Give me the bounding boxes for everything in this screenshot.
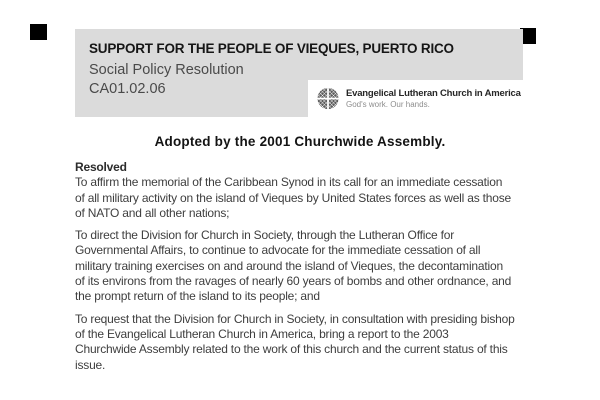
adopted-heading: Adopted by the 2001 Churchwide Assembly. (154, 134, 446, 149)
document-title: SUPPORT FOR THE PEOPLE OF VIEQUES, PUERTO RICO (89, 41, 454, 56)
document-code: CA01.02.06 (89, 81, 166, 97)
resolution-paragraph-1: To affirm the memorial of the Caribbean Synod in its call for an immediate cessation of all military activity on the island of Vieques by United States forces as well as those of NATO and all other nations; (75, 175, 512, 220)
logo-text (346, 88, 521, 110)
resolution-paragraph-2: To direct the Division for Church in Society, through the Lutheran Office for Governmental Affairs, to continue to advocate for the immediate cessation of all military training exercises on and around the island of Vieques, the decontamination of its environs from the ravages of nearly 60 years of bombs and other ordnance, and the prompt return of the island to its people; and (75, 228, 512, 304)
document-subtitle: Social Policy Resolution (89, 62, 244, 78)
resolution-body (75, 160, 555, 373)
resolution-paragraph-3: To request that the Division for Church in Society, in consultation with presiding bishop of the Evangelical Lutheran Church in America, bring a report to the 2003 Churchwide Assembly related to the work of this church and the current status of this issue. (75, 311, 515, 372)
elca-cross-globe-emblem-icon (317, 86, 339, 112)
org-name: Evangelical Lutheran Church in America (346, 88, 521, 99)
print-mark-left (30, 24, 47, 40)
elca-logo (308, 80, 523, 118)
resolved-label: Resolved (75, 160, 127, 174)
org-tagline: God's work. Our hands. (346, 100, 430, 109)
